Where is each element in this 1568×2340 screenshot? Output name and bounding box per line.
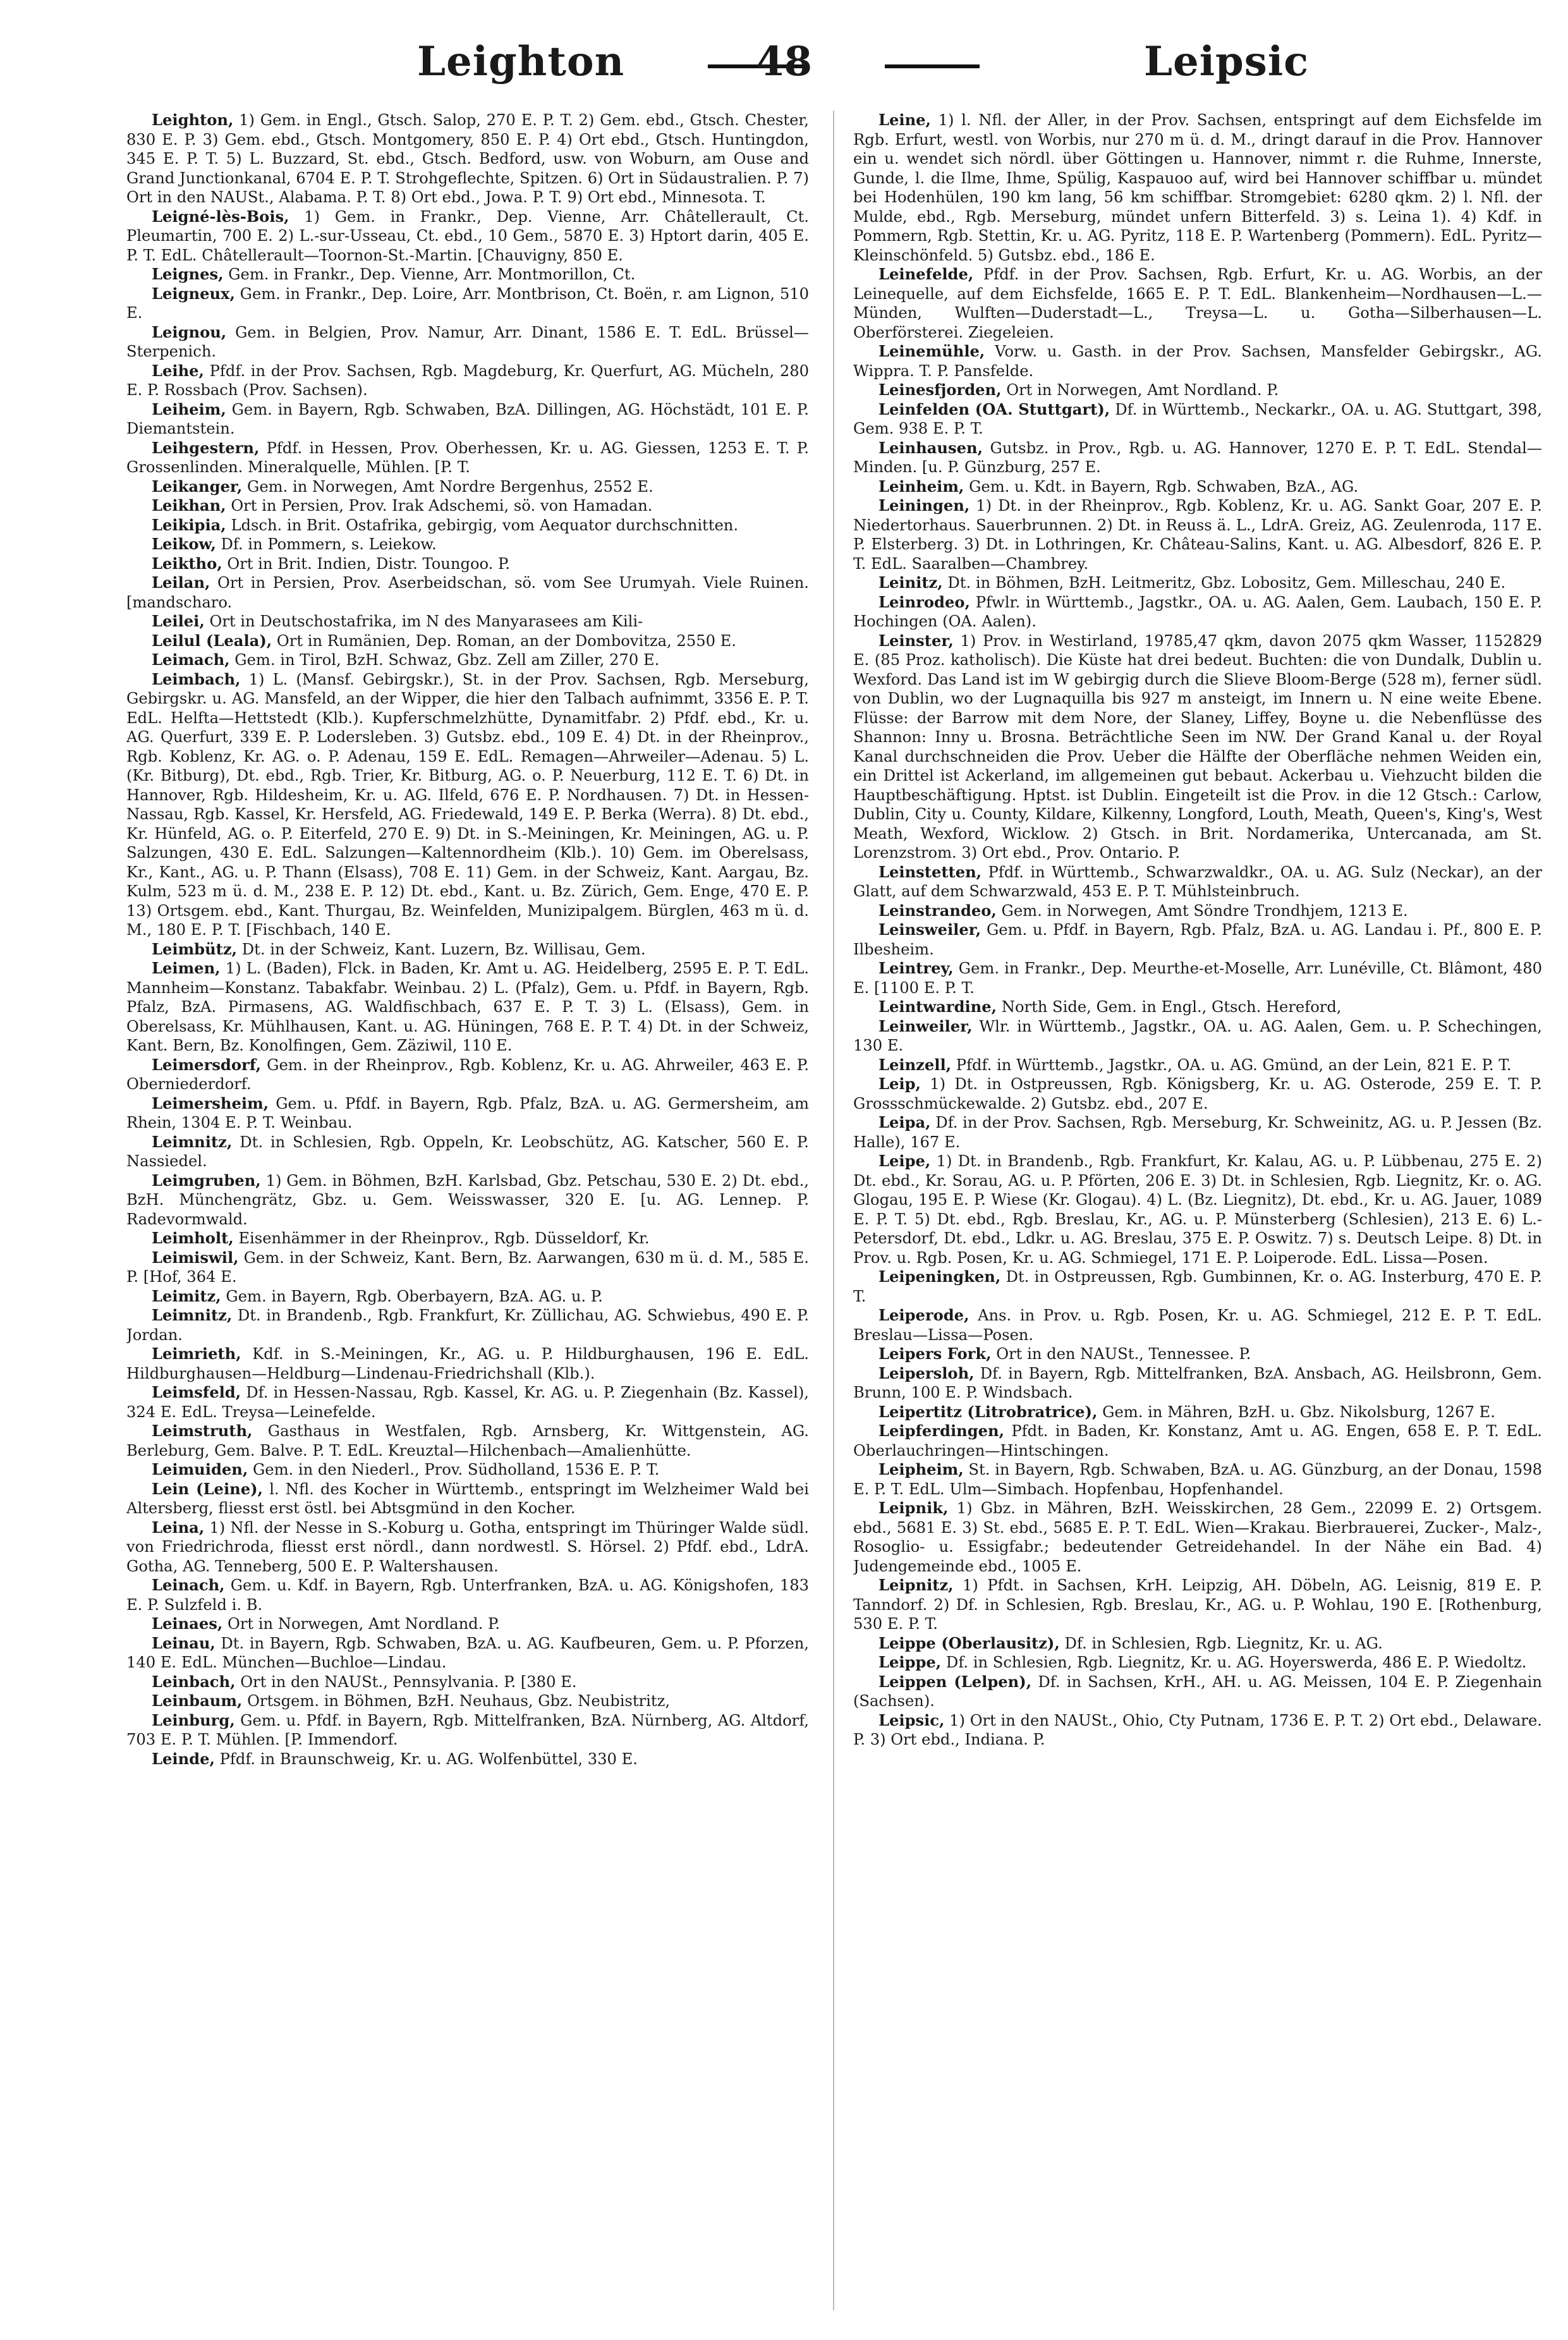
dictionary-entry — [126, 516, 809, 535]
header-rule-right — [885, 64, 980, 68]
entry-text: Gem. in der Rheinprov., Rgb. Koblenz, Kr. u. AG. Ahrweiler, 463 E. P. Oberniederdorf. — [126, 1056, 809, 1093]
entry-headword: Leintrey, — [878, 959, 954, 977]
entry-text: Gem. in Frankr., Dep. Meurthe-et-Moselle, Arr. Lunéville, Ct. Blâmont, 480 E. [1100 E. P. T. — [853, 960, 1542, 997]
dictionary-entry — [853, 1460, 1542, 1499]
dictionary-entry — [126, 1306, 809, 1344]
dictionary-entry — [126, 535, 809, 554]
entry-text: Gem. u. Pfdf. in Bayern, Rgb. Mittelfranken, BzA. Nürnberg, AG. Altdorf, 703 E. P. T. Mühlen. [P. Immendorf. — [126, 1711, 809, 1748]
entry-text: Ort in Persien, Prov. Irak Adschemi, sö. von Hamadan. — [231, 497, 653, 515]
entry-headword: Leilul (Leala), — [152, 631, 272, 650]
entry-headword: Lein (Leine), — [152, 1479, 263, 1498]
dictionary-entry — [853, 477, 1542, 497]
dictionary-entry — [126, 1383, 809, 1422]
entry-headword: Leinde, — [152, 1749, 215, 1768]
dictionary-entry — [126, 631, 809, 651]
dictionary-entry — [126, 323, 809, 362]
entry-text: Ldsch. in Brit. Ostafrika, gebirgig, vom Aequator durchschnitten. — [231, 516, 739, 534]
entry-headword: Leipnik, — [878, 1499, 949, 1517]
dictionary-entry — [853, 400, 1542, 439]
entry-headword: Leinrodeo, — [878, 592, 970, 611]
header-left-word: Leighton — [417, 38, 625, 85]
entry-text: Gem. in Frankr., Dep. Loire, Arr. Montbrison, Ct. Boën, r. am Lignon, 510 E. — [126, 284, 809, 322]
entry-text: Df. in Bayern, Rgb. Mittelfranken, BzA. Ansbach, AG. Heilsbronn, Gem. Brunn, 100 E. P. Windsbach. — [853, 1364, 1542, 1401]
dictionary-entry — [126, 1711, 809, 1750]
dictionary-entry — [853, 901, 1542, 921]
entry-headword: Leintwardine, — [878, 997, 997, 1016]
dictionary-entry — [126, 207, 809, 265]
right-column — [853, 111, 1542, 2310]
dictionary-entry — [126, 1460, 809, 1480]
dictionary-entry — [853, 573, 1542, 593]
entry-headword: Leinstrandeo, — [878, 901, 997, 920]
entry-headword: Leippe, — [878, 1653, 942, 1671]
entry-text: Pfdf. in Württemb., Schwarzwaldkr., OA. u. AG. Sulz (Neckar), an der Glatt, auf dem Schwarzwald, 453 E. P. T. Mühlsteinbruch. — [853, 863, 1542, 900]
entry-text: 1) Gbz. in Mähren, BzH. Weisskirchen, 28 Gem., 22099 E. 2) Ortsgem. ebd., 5681 E. 3) St. ebd., 5685 E. P. T. EdL. Wien—Krakau. Bierbrauerei, Zucker-, Malz-, Rosoglio- u. Essigfabr.; bedeutender Getreidehandel. In der Nähe ein Bad. 4) Judengemeinde ebd., 1005 E. — [853, 1499, 1542, 1575]
dictionary-entry — [853, 111, 1542, 265]
entry-text: 1) Ort in den NAUSt., Ohio, Cty Putnam, 1736 E. P. T. 2) Ort ebd., Delaware. P. 3) Ort ebd., Indiana. P. — [853, 1711, 1542, 1748]
entry-headword: Leinfelden (OA. Stuttgart), — [878, 399, 1110, 418]
entry-headword: Leiheim, — [152, 399, 226, 418]
dictionary-entry — [853, 1364, 1542, 1403]
page-number: 48 — [755, 38, 813, 85]
entry-headword: Leigneux, — [152, 284, 235, 303]
entry-text: Pfwlr. in Württemb., Jagstkr., OA. u. AG. Aalen, Gem. Laubach, 150 E. P. Hochingen (OA. Aalen). — [853, 593, 1542, 630]
dictionary-entry — [126, 1056, 809, 1094]
entry-headword: Leinitz, — [878, 573, 943, 592]
dictionary-entry — [853, 1267, 1542, 1306]
entry-text: Pfdf. in Württemb., Jagstkr., OA. u. AG. Gmünd, an der Lein, 821 E. P. T. — [956, 1056, 1512, 1074]
entry-headword: Leikipia, — [152, 515, 226, 534]
entry-text: Pfdf. in Hessen, Prov. Oberhessen, Kr. u. AG. Giessen, 1253 E. T. P. Grossenlinden. Mineralquelle, Mühlen. [P. T. — [126, 439, 809, 476]
dictionary-entry — [126, 265, 809, 284]
entry-headword: Leippen (Lelpen), — [878, 1672, 1032, 1691]
dictionary-entry — [853, 1113, 1542, 1152]
dictionary-entry — [126, 111, 809, 207]
entry-text: 1) Nfl. der Nesse in S.-Koburg u. Gotha, entspringt im Thüringer Walde südl. von Friedrichroda, fliesst erst nördl., dann nordwestl. S. Hörsel. 2) Pfdf. ebd., LdrA. Gotha, AG. Tenneberg, 500 E. P. Waltershausen. — [126, 1518, 809, 1575]
entry-headword: Leinhausen, — [878, 438, 983, 457]
entry-text: Gem. u. Pfdf. in Bayern, Rgb. Pfalz, BzA. u. AG. Germersheim, am Rhein, 1304 E. P. T. Weinbau. — [126, 1094, 809, 1131]
entry-text: Gem. in Bayern, Rgb. Schwaben, BzA. Dillingen, AG. Höchstädt, 101 E. P. Diemantstein. — [126, 400, 809, 437]
dictionary-entry — [126, 612, 809, 631]
entry-headword: Leipers Fork, — [878, 1344, 992, 1363]
dictionary-entry — [853, 1056, 1542, 1075]
entry-headword: Leinbach, — [152, 1672, 236, 1691]
entry-text: Ort in Rumänien, Dep. Roman, an der Dombovitza, 2550 E. — [276, 631, 737, 650]
dictionary-entry — [126, 1691, 809, 1711]
entry-text: St. in Bayern, Rgb. Schwaben, BzA. u. AG. Günzburg, an der Donau, 1598 E. P. T. EdL. Ulm—Simbach. Hopfenbau, Hopfenhandel. — [853, 1461, 1542, 1498]
dictionary-entry — [126, 1480, 809, 1518]
entry-text: Gem. in Norwegen, Amt Nordre Bergenhus, 2552 E. — [247, 477, 653, 496]
entry-text: Gem. u. Pfdf. in Bayern, Rgb. Pfalz, BzA. u. AG. Landau i. Pf., 800 E. P. Ilbesheim. — [853, 921, 1542, 958]
entry-text: Df. in Schlesien, Rgb. Liegnitz, Kr. u. AG. — [1064, 1634, 1383, 1652]
entry-text: Gem. in Norwegen, Amt Söndre Trondhjem, 1213 E. — [1001, 901, 1408, 920]
dictionary-entry — [126, 1576, 809, 1614]
dictionary-entry — [853, 342, 1542, 381]
entry-headword: Leimersheim, — [152, 1094, 269, 1112]
dictionary-entry — [126, 1248, 809, 1287]
entry-headword: Leipersloh, — [878, 1363, 975, 1382]
entry-headword: Leipsic, — [878, 1710, 945, 1729]
entry-headword: Leigné-lès-Bois, — [152, 207, 289, 226]
entry-text: Pfdt. in Baden, Kr. Konstanz, Amt u. AG. Engen, 658 E. P. T. EdL. Oberlauchringen—Hintschingen. — [853, 1422, 1542, 1459]
entry-text: Gem. in den Niederl., Prov. Südholland, 1536 E. P. T. — [252, 1461, 660, 1478]
dictionary-entry — [126, 573, 809, 612]
dictionary-entry — [126, 1673, 809, 1692]
entry-headword: Leimitz, — [152, 1286, 221, 1305]
entry-text: Gem. in Tirol, BzH. Schwaz, Gbz. Zell am Ziller, 270 E. — [234, 651, 660, 669]
dictionary-entry — [126, 1518, 809, 1576]
entry-headword: Leikanger, — [152, 477, 243, 496]
entry-headword: Leimnitz, — [152, 1132, 233, 1151]
dictionary-entry — [126, 1344, 809, 1383]
entry-headword: Leipe, — [878, 1152, 931, 1170]
entry-text: Df. in Sachsen, KrH., AH. u. AG. Meissen, 104 E. P. Ziegenhain (Sachsen). — [853, 1673, 1542, 1710]
entry-headword: Leimholt, — [152, 1229, 234, 1247]
dictionary-entry — [853, 1152, 1542, 1267]
entry-text: 1) L. (Mansf. Gebirgskr.), St. in der Prov. Sachsen, Rgb. Merseburg, Gebirgskr. u. AG. Mansfeld, an der Wipper, die hier den Talbach aufnimmt, 3356 E. P. T. EdL. Helfta—Hettstedt (Klb.). Kupferschmelzhütte, Dynamitfabr. 2) Pfdf. ebd., Kr. u. AG. Querfurt, 339 E. P. Lodersleben. 3) Gutsbz. ebd., 109 E. 4) Dt. in der Rheinprov., Rgb. Koblenz, Kr. AG. o. P. Adenau, 159 E. EdL. Remagen—Ahrweiler—Adenau. 5) L. (Kr. Bitburg), Dt. ebd., Rgb. Trier, Kr. Bitburg, AG. o. P. Neuerburg, 112 E. T. 6) Dt. in Hannover, Rgb. Hildesheim, Kr. u. AG. Ilfeld, 676 E. P. Nordhausen. 7) Dt. in Hessen-Nassau, Rgb. Kassel, Kr. Hersfeld, AG. Friedewald, 149 E. P. Berka (Werra). 8) Dt. ebd., Kr. Hünfeld, AG. o. P. Eiterfeld, 270 E. 9) Dt. in S.-Meiningen, Kr. Meiningen, AG. u. P. Salzungen, 430 E. EdL. Salzungen—Kaltennordheim (Klb.). 10) Gem. im Oberelsass, Kr., Kant., AG. u. P. Thann (Elsass), 708 E. 11) Gem. in der Schweiz, Kant. Aargau, Bz. Kulm, 523 m ü. d. M., 238 E. P. 12) Dt. ebd., Kant. u. Bz. Zürich, Gem. Enge, 470 E. P. 13) Ortsgem. ebd., Kant. Thurgau, Bz. Weinfelden, Munizipalgem. Bürglen, 463 m ü. d. M., 180 E. P. T. [Fischbach, 140 E. — [126, 670, 809, 939]
dictionary-entry — [126, 284, 809, 323]
entry-headword: Leiktho, — [152, 554, 222, 573]
entry-headword: Leimstruth, — [152, 1422, 253, 1440]
entry-headword: Leinburg, — [152, 1710, 235, 1729]
entry-headword: Leippe (Oberlausitz), — [878, 1633, 1060, 1652]
entry-text: 1) Gem. in Frankr., Dep. Vienne, Arr. Châtellerault, Ct. Pleumartin, 700 E. 2) L.-sur-Usseau, Ct. ebd., 10 Gem., 5870 E. 3) Hptort darin, 405 E. P. T. EdL. Châtellerault—Toornon-St.-Martin. [Chauvigny, 850 E. — [126, 207, 809, 264]
dictionary-entry — [126, 1614, 809, 1634]
entry-headword: Leikhan, — [152, 496, 226, 515]
dictionary-entry — [853, 1017, 1542, 1056]
entry-headword: Leinach, — [152, 1576, 225, 1594]
entry-text: Dt. in Bayern, Rgb. Schwaben, BzA. u. AG. Kaufbeuren, Gem. u. P. Pforzen, 140 E. EdL. München—Buchloe—Lindau. — [126, 1634, 809, 1671]
dictionary-entry — [853, 1306, 1542, 1344]
entry-text: Df. in Pommern, s. Leiekow. — [221, 535, 437, 553]
entry-text: Df. in Hessen-Nassau, Rgb. Kassel, Kr. AG. u. P. Ziegenhain (Bz. Kassel), 324 E. EdL. Treysa—Leinefelde. — [126, 1384, 809, 1421]
entry-text: Gem. in Bayern, Rgb. Oberbayern, BzA. AG. u. P. — [226, 1287, 603, 1305]
entry-headword: Leipheim, — [878, 1460, 964, 1478]
dictionary-entry — [126, 554, 809, 574]
header-right-word: Leipsic — [1144, 38, 1310, 85]
dictionary-entry — [853, 920, 1542, 959]
dictionary-entry — [853, 863, 1542, 901]
entry-headword: Leinesfjorden, — [878, 381, 1002, 399]
entry-headword: Leipeningken, — [878, 1267, 1001, 1286]
entry-headword: Leikow, — [152, 535, 216, 553]
dictionary-entry — [126, 940, 809, 960]
dictionary-entry — [126, 362, 809, 400]
entry-headword: Leinstetten, — [878, 862, 982, 881]
dictionary-entry — [853, 1673, 1542, 1711]
entry-headword: Leimbach, — [152, 669, 241, 688]
dictionary-entry — [853, 593, 1542, 631]
entry-text: 1) Pfdt. in Sachsen, KrH. Leipzig, AH. Döbeln, AG. Leisnig, 819 E. P. Tanndorf. 2) Df. in Schlesien, Rgb. Breslau, Kr., AG. u. P. Wohlau, 190 E. [Rothenburg, 530 E. P. T. — [853, 1576, 1542, 1633]
dictionary-entry — [853, 439, 1542, 477]
dictionary-entry — [126, 1133, 809, 1171]
dictionary-entry — [853, 997, 1542, 1017]
entry-headword: Leinweiler, — [878, 1016, 973, 1035]
entry-text: Ort in Brit. Indien, Distr. Toungoo. P. — [227, 554, 511, 573]
dictionary-entry — [126, 400, 809, 439]
entry-text: Kdf. in S.-Meiningen, Kr., AG. u. P. Hildburghausen, 196 E. EdL. Hildburghausen—Heldburg—Lindenau-Friedrichshall (Klb.). — [126, 1345, 809, 1382]
dictionary-entry — [853, 265, 1542, 342]
entry-headword: Leip, — [878, 1075, 921, 1093]
entry-text: l. Nfl. des Kocher in Württemb., entspringt im Welzheimer Wald bei Altersberg, fliesst erst östl. bei Abtsgmünd in den Kocher. — [126, 1480, 809, 1517]
entry-headword: Leimersdorf, — [152, 1055, 262, 1074]
entry-text: Wlr. in Württemb., Jagstkr., OA. u. AG. Aalen, Gem. u. P. Schechingen, 130 E. — [853, 1017, 1542, 1054]
entry-text: Ans. in Prov. u. Rgb. Posen, Kr. u. AG. Schmiegel, 212 E. P. T. EdL. Breslau—Lissa—Posen. — [853, 1307, 1542, 1344]
entry-headword: Leipferdingen, — [878, 1422, 1005, 1440]
entry-headword: Leinsweiler, — [878, 920, 982, 939]
dictionary-entry — [126, 1229, 809, 1248]
entry-headword: Leighton, — [152, 111, 234, 129]
entry-headword: Leinau, — [152, 1633, 216, 1652]
entry-text: Df. in der Prov. Sachsen, Rgb. Merseburg, Kr. Schweinitz, AG. u. P. Jessen (Bz. Halle), 167 E. — [853, 1114, 1542, 1151]
entry-headword: Leihe, — [152, 361, 204, 380]
dictionary-entry — [126, 959, 809, 1056]
column-divider — [833, 111, 834, 2310]
entry-headword: Leimgruben, — [152, 1171, 261, 1190]
entry-text: North Side, Gem. in Engl., Gtsch. Hereford, — [1001, 998, 1342, 1016]
entry-headword: Leiperode, — [878, 1306, 969, 1324]
entry-headword: Leipa, — [878, 1113, 931, 1131]
entry-text: Eisenhämmer in der Rheinprov., Rgb. Düsseldorf, Kr. — [238, 1229, 650, 1247]
dictionary-entry — [126, 439, 809, 477]
dictionary-entry — [853, 1634, 1542, 1654]
entry-text: Dt. in Böhmen, BzH. Leitmeritz, Gbz. Lobositz, Gem. Milleschau, 240 E. — [947, 574, 1506, 592]
dictionary-entry — [853, 631, 1542, 863]
entry-headword: Leinbaum, — [152, 1691, 243, 1710]
entry-text: Ort in den NAUSt., Pennsylvania. P. [380 E. — [240, 1673, 577, 1691]
entry-headword: Leipnitz, — [878, 1576, 954, 1594]
dictionary-entry — [126, 1422, 809, 1460]
dictionary-entry — [853, 1344, 1542, 1364]
entry-text: 1) l. Nfl. der Aller, in der Prov. Sachsen, entspringt auf dem Eichsfelde im Rgb. Erfurt, westl. von Worbis, nur 270 m ü. d. M., dringt darauf in die Prov. Hannover ein u. wendet sich nördl. über Göttingen u. Hannover, nimmt r. die Ruhme, Innerste, Gunde, l. die Ilme, Ihme, Spülig, Kaspauoo auf, wird bei Hannover schiffbar u. mündet bei Hodenhülen, 190 km lang, 56 km schiffbar. Stromgebiet: 6280 qkm. 2) l. Nfl. der Mulde, ebd., Rgb. Merseburg, mündet unfern Bitterfeld. 3) s. Leina 1). 4) Kdf. in Pommern, Rgb. Stettin, Kr. u. AG. Pyritz, 118 E. P. Wartenberg (Pommern). EdL. Pyritz—Kleinschönfeld. 5) Gutsbz. ebd., 186 E. — [853, 111, 1542, 264]
entry-headword: Leimen, — [152, 959, 221, 977]
entry-text: Gem. in Mähren, BzH. u. Gbz. Nikolsburg, 1267 E. — [1102, 1403, 1495, 1421]
dictionary-entry — [853, 1075, 1542, 1113]
entry-text: Df. in Schlesien, Rgb. Liegnitz, Kr. u. AG. Hoyerswerda, 486 E. P. Wiedoltz. — [945, 1654, 1527, 1671]
dictionary-entry — [126, 1750, 809, 1769]
entry-headword: Leimnitz, — [152, 1306, 233, 1324]
entry-headword: Leinemühle, — [878, 342, 985, 360]
entry-text: 1) Gem. in Böhmen, BzH. Karlsbad, Gbz. Petschau, 530 E. 2) Dt. ebd., BzH. Münchengrätz, Gbz. u. Gem. Weisswasser, 320 E. [u. AG. Lennep. P. Radevormwald. — [126, 1171, 809, 1228]
dictionary-entry — [126, 650, 809, 670]
dictionary-entry — [853, 1499, 1542, 1576]
entry-headword: Leinster, — [878, 631, 954, 650]
dictionary-entry — [853, 496, 1542, 573]
entry-text: 1) Gem. in Engl., Gtsch. Salop, 270 E. P. T. 2) Gem. ebd., Gtsch. Chester, 830 E. P. 3) Gem. ebd., Gtsch. Montgomery, 850 E. P. 4) Ort ebd., Gtsch. Huntingdon, 345 E. P. T. 5) L. Buzzard, St. ebd., Gtsch. Bedford, usw. von Woburn, am Ouse and Grand Junctionkanal, 6704 E. P. T. Strohgeflechte, Spitzen. 6) Ort in Südaustralien. P. 7) Ort in den NAUSt., Alabama. P. T. 8) Ort ebd., Jowa. P. T. 9) Ort ebd., Minnesota. T. — [126, 111, 809, 206]
entry-headword: Leimsfeld, — [152, 1383, 241, 1401]
entry-headword: Leinaes, — [152, 1614, 223, 1633]
entry-headword: Leine, — [878, 111, 931, 129]
entry-headword: Leimrieth, — [152, 1344, 241, 1363]
entry-text: Dt. in Schlesien, Rgb. Oppeln, Kr. Leobschütz, AG. Katscher, 560 E. P. Nassiedel. — [126, 1133, 809, 1170]
entry-text: 1) Dt. in Ostpreussen, Rgb. Königsberg, Kr. u. AG. Osterode, 259 E. T. P. Grossschmückewalde. 2) Gutsbz. ebd., 207 E. — [853, 1075, 1542, 1112]
dictionary-entry — [126, 1634, 809, 1673]
entry-text: Dt. in Ostpreussen, Rgb. Gumbinnen, Kr. o. AG. Insterburg, 470 E. P. T. — [853, 1268, 1542, 1305]
entry-headword: Leimbütz, — [152, 939, 238, 958]
dictionary-entry — [853, 1576, 1542, 1634]
entry-text: Gasthaus in Westfalen, Rgb. Arnsberg, Kr. Wittgenstein, AG. Berleburg, Gem. Balve. P. T. EdL. Kreuztal—Hilchenbach—Amalienhütte. — [126, 1422, 809, 1459]
entry-headword: Leilei, — [152, 612, 205, 630]
entry-text: Ort in Deutschostafrika, im N des Manyarasees am Kili- — [209, 612, 643, 630]
entry-text: Pfdf. in der Prov. Sachsen, Rgb. Magdeburg, Kr. Querfurt, AG. Mücheln, 280 E. P. Rossbach (Prov. Sachsen). — [126, 362, 809, 399]
entry-text: Ort in den NAUSt., Tennessee. P. — [996, 1345, 1251, 1363]
entry-text: Ort in Norwegen, Amt Nordland. P. — [1006, 381, 1279, 399]
dictionary-entry — [853, 1653, 1542, 1673]
entry-text: Pfdf. in der Prov. Sachsen, Rgb. Erfurt, Kr. u. AG. Worbis, an der Leinequelle, auf dem Eichsfelde, 1665 E. P. T. EdL. Blankenheim—Nordhausen—L.—Münden, Wulften—Duderstadt—L., Treysa—L. u. Gotha—Silberhausen—L. Oberförsterei. Ziegeleien. — [853, 265, 1542, 341]
left-column — [126, 111, 809, 2310]
entry-headword: Leinzell, — [878, 1055, 952, 1074]
entry-headword: Leimuiden, — [152, 1460, 248, 1478]
entry-headword: Leina, — [152, 1518, 205, 1537]
entry-text: Gem. in der Schweiz, Kant. Bern, Bz. Aarwangen, 630 m ü. d. M., 585 E. P. [Hof, 364 E. — [126, 1248, 809, 1286]
entry-headword: Leipertitz (Litrobratrice), — [878, 1402, 1098, 1421]
entry-headword: Leignou, — [152, 322, 227, 341]
entry-text: Gem. in Belgien, Prov. Namur, Arr. Dinant, 1586 E. T. EdL. Brüssel—Sterpenich. — [126, 323, 809, 360]
dictionary-entry — [853, 1422, 1542, 1460]
entry-text: Gem. u. Kdt. in Bayern, Rgb. Schwaben, BzA., AG. — [969, 477, 1359, 496]
entry-text: Vorw. u. Gasth. in der Prov. Sachsen, Mansfelder Gebirgskr., AG. Wippra. T. P. Pansfelde. — [853, 343, 1542, 380]
entry-headword: Leiningen, — [878, 496, 970, 515]
entry-headword: Leimiswil, — [152, 1248, 239, 1267]
entry-headword: Leihgestern, — [152, 438, 260, 457]
entry-text: 1) L. (Baden), Flck. in Baden, Kr. Amt u. AG. Heidelberg, 2595 E. P. T. EdL. Mannheim—Konstanz. Tabakfabr. Weinbau. 2) L. (Pfalz), Gem. u. Pfdf. in Bayern, Rgb. Pfalz, BzA. Pirmasens, AG. Waldfischbach, 637 E. P. T. 3) L. (Elsass), Gem. in Oberelsass, Kr. Mühlhausen, Kant. u. AG. Hüningen, 768 E. P. T. 4) Dt. in der Schweiz, Kant. Bern, Bz. Konolfingen, Gem. Zäziwil, 110 E. — [126, 960, 809, 1054]
entry-headword: Leilan, — [152, 573, 210, 592]
entry-text: Ortsgem. in Böhmen, BzH. Neuhaus, Gbz. Neubistritz, — [247, 1692, 671, 1710]
entry-text: Gutsbz. in Prov., Rgb. u. AG. Hannover, 1270 E. P. T. EdL. Stendal—Minden. [u. P. Günzburg, 257 E. — [853, 439, 1542, 476]
dictionary-entry — [853, 1711, 1542, 1750]
entry-headword: Leinheim, — [878, 477, 964, 496]
dictionary-entry — [126, 1094, 809, 1133]
entry-text: 1) Prov. in Westirland, 19785,47 qkm, davon 2075 qkm Wasser, 1152829 E. (85 Proz. katholisch). Die Küste hat drei bedeut. Buchten: die von Dundalk, Dublin u. Wexford. Das Land ist im W gebirgig durch die Slieve Bloom-Berge (528 m), ferner südl. von Dublin, wo der Lugnaquilla bis 927 m ansteigt, im Innern u. N eine weite Ebene. Flüsse: der Barrow mit dem Nore, der Slaney, Liffey, Boyne u. die Nebenflüsse des Shannon: Inny u. Brosna. Beträchtliche Seen im NW. Der Grand Kanal u. der Royal Kanal durchschneiden die Prov. Ueber die Hälfte der Oberfläche nehmen Weiden ein, ein Drittel ist Ackerland, im allgemeinen gut bebaut. Ackerbau u. Viehzucht bilden die Hauptbeschäftigung. Hptst. ist Dublin. Eingeteilt ist die Prov. in die 12 Gtsch.: Carlow, Dublin, City u. County, Kildare, Kilkenny, Longford, Louth, Meath, Queen's, King's, West Meath, Wexford, Wicklow. 2) Gtsch. in Brit. Nordamerika, Untercanada, am St. Lorenzstrom. 3) Ort ebd., Prov. Ontario. P. — [853, 631, 1542, 862]
dictionary-entry — [126, 670, 809, 940]
dictionary-entry — [853, 1403, 1542, 1422]
entry-text: 1) Dt. in Brandenb., Rgb. Frankfurt, Kr. Kalau, AG. u. P. Lübbenau, 275 E. 2) Dt. ebd., Kr. Sorau, AG. u. P. Pförten, 206 E. 3) Dt. in Schlesien, Rgb. Liegnitz, Kr. o. AG. Glogau, 195 E. P. Wiese (Kr. Glogau). 4) L. (Bz. Liegnitz), Dt. ebd., Kr. u. AG. Jauer, 1089 E. P. T. 5) Dt. ebd., Rgb. Breslau, Kr., AG. u. P. Münsterberg (Schlesien), 213 E. 6) L.-Petersdorf, Dt. ebd., Ldkr. u. AG. Breslau, 375 E. P. Oswitz. 7) s. Deutsch Leipe. 8) Dt. in Prov. u. Rgb. Posen, Kr. u. AG. Schmiegel, 171 E. P. Loiperode. EdL. Lissa—Posen. — [853, 1152, 1542, 1267]
dictionary-entry — [126, 1171, 809, 1229]
dictionary-entry — [853, 381, 1542, 400]
page-header — [0, 25, 1568, 107]
dictionary-entry — [126, 477, 809, 497]
entry-headword: Leignes, — [152, 265, 224, 283]
entry-text: Df. in Württemb., Neckarkr., OA. u. AG. Stuttgart, 398, Gem. 938 E. P. T. — [853, 400, 1542, 437]
entry-text: Gem. u. Kdf. in Bayern, Rgb. Unterfranken, BzA. u. AG. Königshofen, 183 E. P. Sulzfeld i. B. — [126, 1576, 809, 1614]
dictionary-entry — [126, 496, 809, 516]
entry-headword: Leinefelde, — [878, 265, 974, 283]
dictionary-entry — [126, 1287, 809, 1307]
entry-headword: Leimach, — [152, 650, 230, 669]
entry-text: Gem. in Frankr., Dep. Vienne, Arr. Montmorillon, Ct. — [228, 265, 636, 283]
entry-text: Dt. in Brandenb., Rgb. Frankfurt, Kr. Züllichau, AG. Schwiebus, 490 E. P. Jordan. — [126, 1307, 809, 1344]
entry-text: Ort in Persien, Prov. Aserbeidschan, sö. vom See Urumyah. Viele Ruinen. [mandscharo. — [126, 574, 809, 611]
entry-text: Pfdf. in Braunschweig, Kr. u. AG. Wolfenbüttel, 330 E. — [219, 1750, 638, 1768]
entry-text: 1) Dt. in der Rheinprov., Rgb. Koblenz, Kr. u. AG. Sankt Goar, 207 E. P. Niedertorhaus. Sauerbrunnen. 2) Dt. in Reuss ä. L., LdrA. Greiz, AG. Zeulenroda, 117 E. P. Elsterberg. 3) Dt. in Lothringen, Kr. Château-Salins, Kant. u. AG. Albesdorf, 826 E. P. T. EdL. Saaralben—Chambrey. — [853, 497, 1542, 573]
entry-text: Dt. in der Schweiz, Kant. Luzern, Bz. Willisau, Gem. — [241, 940, 646, 958]
entry-text: Ort in Norwegen, Amt Nordland. P. — [227, 1615, 501, 1633]
dictionary-entry — [853, 959, 1542, 997]
